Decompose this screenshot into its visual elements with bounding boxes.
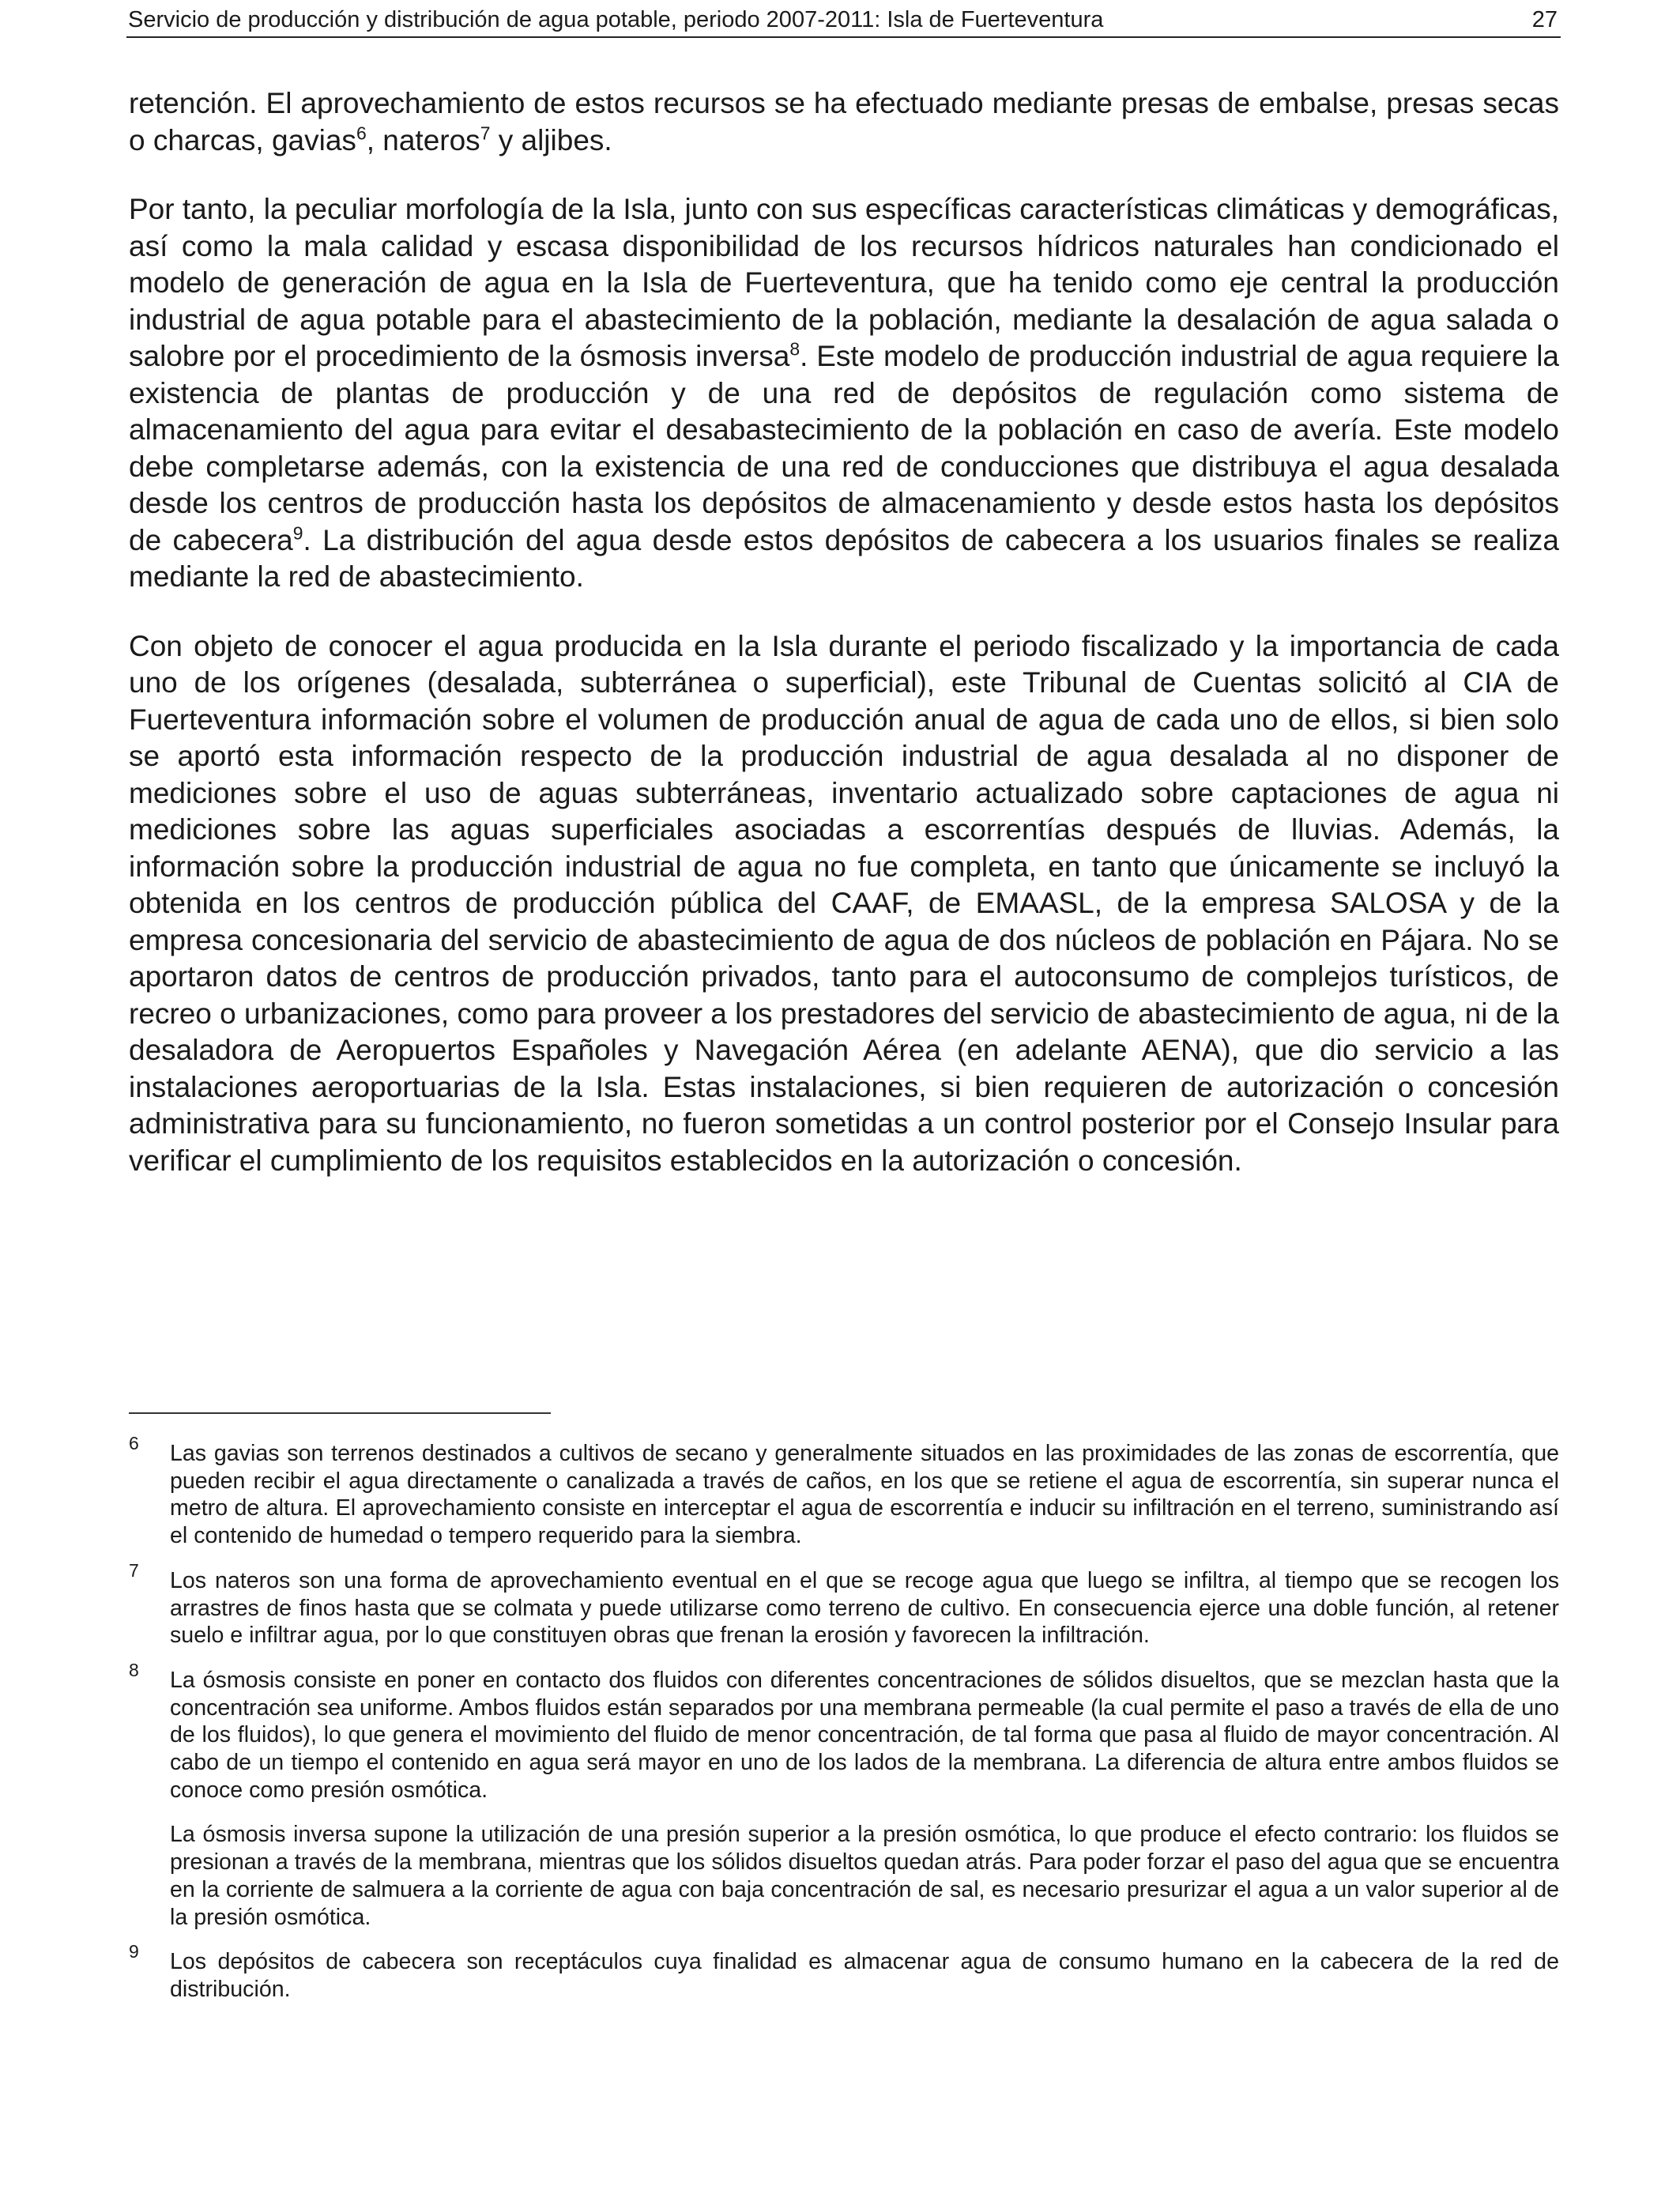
footnote-ref-6[interactable]: 6 [356, 123, 367, 144]
running-header [126, 5, 1561, 38]
footnote-9 [129, 1941, 1559, 2003]
paragraph-2 [129, 191, 1559, 596]
footnote-number: 6 [129, 1433, 139, 1453]
footnote-ref-9[interactable]: 9 [292, 522, 303, 544]
footnote-separator [129, 1412, 551, 1414]
footnote-7 [129, 1559, 1559, 1649]
footnote-6 [129, 1433, 1559, 1550]
footnotes [129, 1433, 1559, 2021]
text-run: Por tanto, la peculiar morfología de la Isla, junto con sus específicas características climáticas y demográficas, así como la mala calidad y escasa disponibilidad de los recursos hídricos naturales han condicionado el modelo de generación de agua en la Isla de Fuerteventura, que ha tenido como eje central la producción industrial de agua potable para el abastecimiento de la población, mediante la desalación de agua salada o salobre por el procedimiento de la ósmosis inversa [129, 193, 1559, 372]
footnote-8 [129, 1659, 1559, 1931]
document-title: Servicio de producción y distribución de agua potable, periodo 2007-2011: Isla de Fuerteventura [128, 7, 1104, 32]
footnote-number: 8 [129, 1659, 139, 1680]
footnote-text: La ósmosis inversa supone la utilización de una presión superior a la presión osmótica, lo que produce el efecto contrario: los fluidos se presionan a través de la membrana, mientras que los sólidos disueltos quedan atrás. Para poder forzar el paso del agua que se encuentra en la corriente de salmuera a la corriente de agua con baja concentración de sal, es necesario presurizar el agua a un valor superior al de la presión osmótica. [170, 1822, 1559, 1930]
text-run: retención. El aprovechamiento de estos recursos se ha efectuado mediante presas de embalse, presas secas o charcas, gavias [129, 87, 1559, 156]
text-run: , nateros [366, 123, 480, 156]
footnote-number: 7 [129, 1559, 139, 1581]
footnote-ref-8[interactable]: 8 [789, 338, 800, 360]
footnote-number: 9 [129, 1941, 139, 1962]
footnote-text: Los nateros son una forma de aprovechamiento eventual en el que se recoge agua que luego se infiltra, al tiempo que se recogen los arrastres de finos hasta que se colmata y puede utilizarse como terreno de cultivo. En consecuencia ejerce una doble función, al retener suelo e infiltrar agua, por lo que constituyen obras que frenan la erosión y favorecen la infiltración. [170, 1567, 1559, 1649]
page-number: 27 [1531, 7, 1558, 32]
main-text [129, 85, 1559, 1212]
text-run: y aljibes. [490, 123, 612, 156]
paragraph-1 [129, 85, 1559, 159]
footnote-text: Los depósitos de cabecera son receptáculos cuya finalidad es almacenar agua de consumo humano en la cabecera de la red de distribución. [170, 1949, 1559, 2002]
paragraph-3: Con objeto de conocer el agua producida en la Isla durante el periodo fiscalizado y la importancia de cada uno de los orígenes (desalada, subterránea o superficial), este Tribunal de Cuentas solicitó al CIA de Fuerteventura información sobre el volumen de producción anual de agua de cada uno de ellos, si bien solo se aportó esta información respecto de la producción industrial de agua desalada al no disponer de mediciones sobre el uso de aguas subterráneas, inventario actualizado sobre captaciones de agua ni mediciones sobre las aguas superficiales asociadas a escorrentías después de lluvias. Además, la información sobre la producción industrial de agua no fue completa, en tanto que únicamente se incluyó la obtenida en los centros de producción pública del CAAF, de EMAASL, de la empresa SALOSA y de la empresa concesionaria del servicio de abastecimiento de agua de dos núcleos de población en Pájara. No se aportaron datos de centros de producción privados, tanto para el autoconsumo de complejos turísticos, de recreo o urbanizaciones, como para proveer a los prestadores del servicio de abastecimiento de agua, ni de la desaladora de Aeropuertos Españoles y Navegación Aérea (en adelante AENA), que dio servicio a las instalaciones aeroportuarias de la Isla. Estas instalaciones, si bien requieren de autorización o concesión administrativa para su funcionamiento, no fueron sometidas a un control posterior por el Consejo Insular para verificar el cumplimiento de los requisitos establecidos en la autorización o concesión. [129, 629, 1559, 1177]
footnote-ref-7[interactable]: 7 [480, 123, 491, 144]
text-run: . La distribución del agua desde estos depósitos de cabecera a los usuarios finales se realiza mediante la red de abastecimiento. [129, 523, 1559, 593]
text-run: . Este modelo de producción industrial de agua requiere la existencia de plantas de producción y de una red de depósitos de regulación como sistema de almacenamiento del agua para evitar el desabastecimiento de la población en caso de avería. Este modelo debe completarse además, con la existencia de una red de conducciones que distribuya el agua desalada desde los centros de producción hasta los depósitos de almacenamiento y desde estos hasta los depósitos de cabecera [129, 340, 1560, 556]
footnote-text: La ósmosis consiste en poner en contacto dos fluidos con diferentes concentraciones de sólidos disueltos, que se mezclan hasta que la concentración sea uniforme. Ambos fluidos están separados por una membrana permeable (la cual permite el paso a través de ella de uno de los fluidos), lo que genera el movimiento del fluido de menor concentración, de tal forma que pasa al fluido de mayor concentración. Al cabo de un tiempo el contenido en agua será mayor en uno de los lados de la membrana. La diferencia de altura entre ambos fluidos se conoce como presión osmótica. [170, 1667, 1559, 1803]
footnote-text: Las gavias son terrenos destinados a cultivos de secano y generalmente situados en las proximidades de las zonas de escorrentía, que pueden recibir el agua directamente o canalizada a través de caños, en los que se retiene el agua de escorrentía, sin superar nunca el metro de altura. El aprovechamiento consiste en interceptar el agua de escorrentía e inducir su infiltración en el terreno, suministrando así el contenido de humedad o tempero requerido para la siembra. [170, 1441, 1559, 1549]
